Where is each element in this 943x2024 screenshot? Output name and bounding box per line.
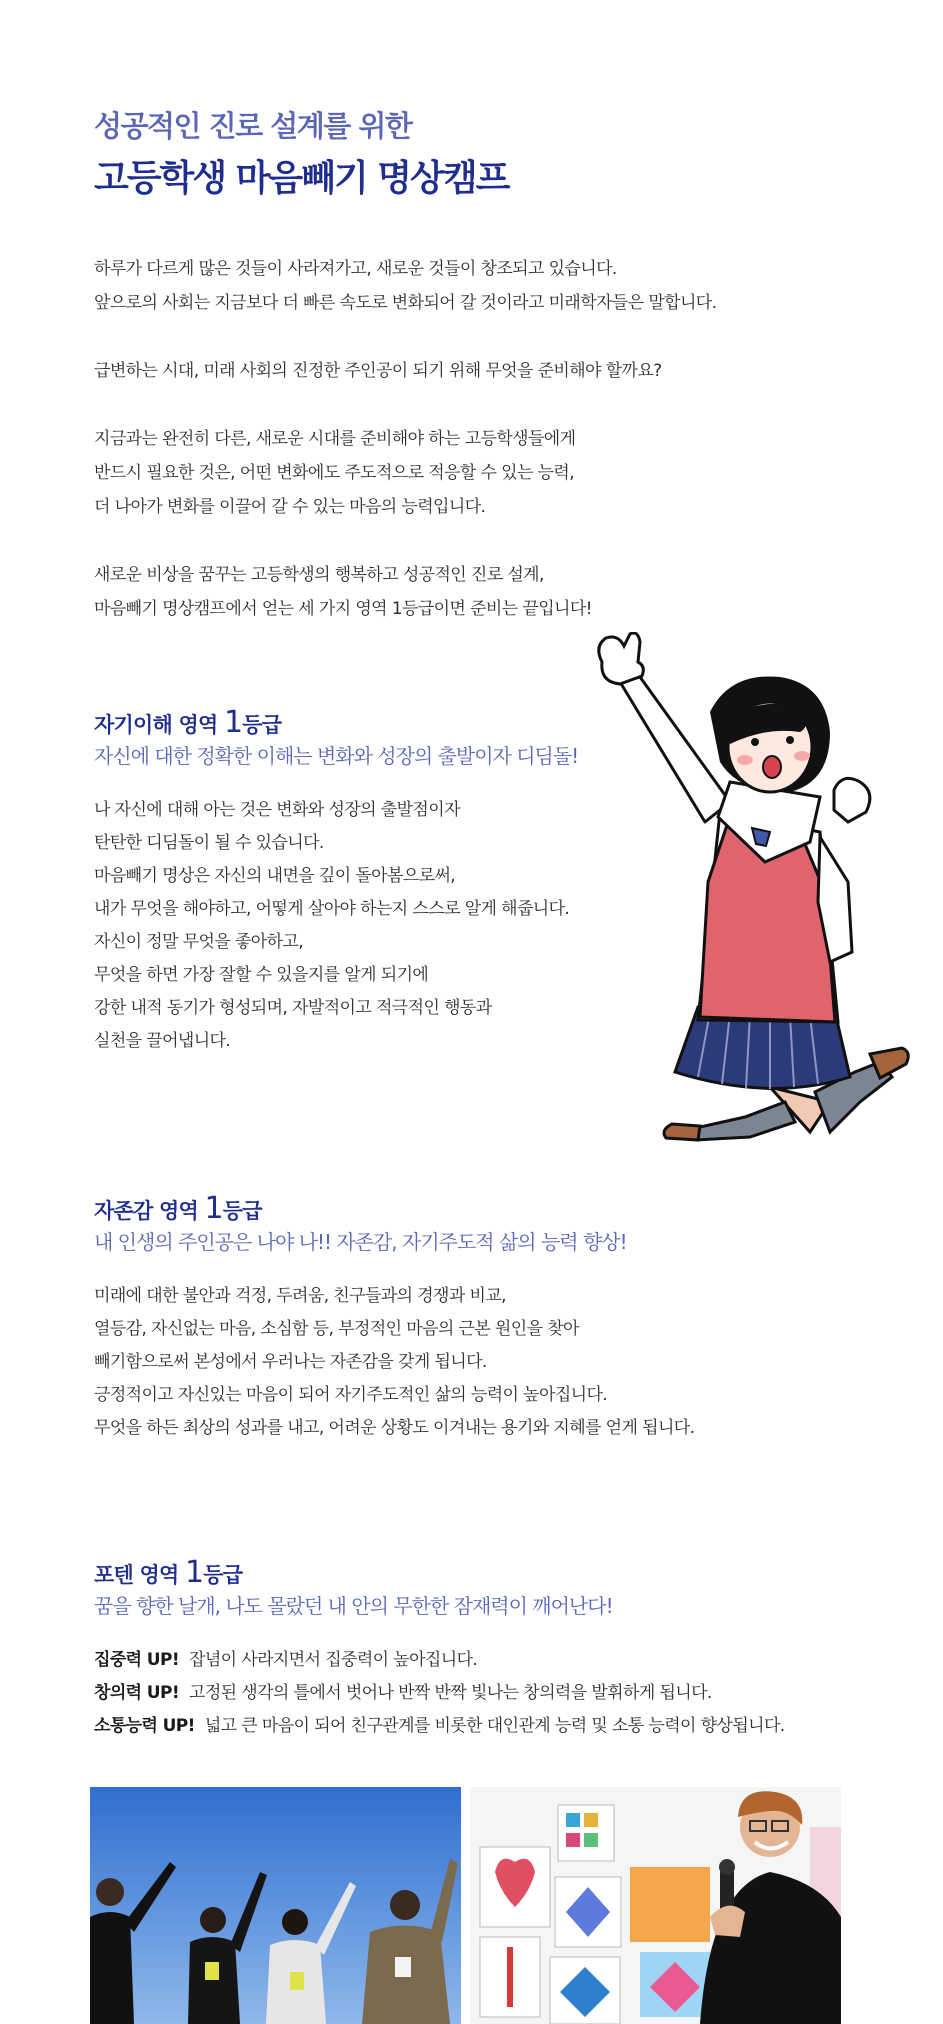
section-slogan: 내 인생의 주인공은 나야 나!! 자존감, 자기주도적 삶의 능력 향상! — [94, 1230, 627, 1254]
body-line: 빼기함으로써 본성에서 우러나는 자존감을 갖게 됩니다. — [94, 1352, 487, 1372]
potential-item — [94, 1644, 785, 1677]
intro-paragraph-3 — [94, 422, 814, 524]
hero-title: 고등학생 마음빼기 명상캠프 — [94, 158, 509, 199]
grade-number: 1 — [204, 1191, 223, 1226]
body-line: 탄탄한 디딤돌이 될 수 있습니다. — [94, 833, 324, 853]
section-body — [94, 794, 578, 1058]
body-line: 열등감, 자신없는 마음, 소심함 등, 부정적인 마음의 근본 원인을 찾아 — [94, 1319, 579, 1339]
intro-line: 더 나아가 변화를 이끌어 갈 수 있는 마음의 능력입니다. — [94, 497, 486, 517]
section-title — [94, 1556, 785, 1592]
grade-suffix: 등급 — [203, 1563, 243, 1587]
item-label: 소통능력 UP! — [94, 1716, 195, 1736]
speaker-photo — [470, 1787, 841, 2024]
section-title — [94, 706, 578, 742]
potential-item — [94, 1677, 785, 1710]
section-body — [94, 1280, 694, 1445]
item-label: 창의력 UP! — [94, 1683, 180, 1703]
jumping-girl-illustration — [580, 632, 910, 1222]
section-title — [94, 1192, 694, 1228]
intro-paragraph-1 — [94, 252, 814, 320]
body-line: 무엇을 하든 최상의 성과를 내고, 어려운 상황도 이겨내는 용기와 지혜를 얻게 됩니다. — [94, 1418, 695, 1438]
grade-suffix: 등급 — [222, 1199, 262, 1223]
body-line: 실천을 끌어냅니다. — [94, 1031, 231, 1051]
body-line: 자신이 정말 무엇을 좋아하고, — [94, 932, 304, 952]
grade-number: 1 — [223, 705, 243, 740]
section-self-esteem — [94, 1192, 694, 1445]
section-slogan: 자신에 대한 정확한 이해는 변화와 성장의 출발이자 디딤돌! — [94, 744, 579, 768]
intro-line: 마음빼기 명상캠프에서 얻는 세 가지 영역 1등급이면 준비는 끝입니다! — [94, 599, 592, 619]
section-title-text: 자기이해 영역 — [94, 713, 218, 737]
body-line: 긍정적이고 자신있는 마음이 되어 자기주도적인 삶의 능력이 높아집니다. — [94, 1385, 608, 1405]
intro-line: 하루가 다르게 많은 것들이 사라져가고, 새로운 것들이 창조되고 있습니다. — [94, 259, 617, 279]
intro-line: 급변하는 시대, 미래 사회의 진정한 주인공이 되기 위해 무엇을 준비해야 할까요? — [94, 361, 662, 381]
intro-paragraph-2 — [94, 354, 814, 388]
intro-line: 앞으로의 사회는 지금보다 더 빠른 속도로 변화되어 갈 것이라고 미래학자들은 말합니다. — [94, 293, 717, 313]
body-line: 나 자신에 대해 아는 것은 변화와 성장의 출발점이자 — [94, 800, 460, 820]
body-line: 미래에 대한 불안과 걱정, 두려움, 친구들과의 경쟁과 비교, — [94, 1286, 506, 1306]
hero-subtitle: 성공적인 진로 설계를 위한 — [94, 109, 412, 143]
section-title-text: 포텐 영역 — [94, 1563, 179, 1587]
item-text: 넓고 큰 마음이 되어 친구관계를 비롯한 대인관계 능력 및 소통 능력이 향상됩니다. — [204, 1716, 785, 1736]
intro-text — [94, 252, 814, 660]
item-label: 집중력 UP! — [94, 1650, 180, 1670]
intro-line: 반드시 필요한 것은, 어떤 변화에도 주도적으로 적응할 수 있는 능력, — [94, 463, 575, 483]
intro-paragraph-4 — [94, 558, 814, 626]
section-potential — [94, 1556, 785, 1743]
section-self-understanding — [94, 706, 578, 1058]
grade-number: 1 — [184, 1555, 204, 1590]
body-line: 내가 무엇을 해야하고, 어떻게 살아야 하는지 스스로 알게 해줍니다. — [94, 899, 570, 919]
section-slogan: 꿈을 향한 날개, 나도 몰랐던 내 안의 무한한 잠재력이 깨어난다! — [94, 1594, 613, 1618]
intro-line: 새로운 비상을 꿈꾸는 고등학생의 행복하고 성공적인 진로 설계, — [94, 565, 544, 585]
item-text: 고정된 생각의 틀에서 벗어나 반짝 반짝 빛나는 창의력을 발휘하게 됩니다. — [189, 1683, 712, 1703]
section-title-text: 자존감 영역 — [94, 1199, 198, 1223]
body-line: 마음빼기 명상은 자신의 내면을 깊이 돌아봄으로써, — [94, 866, 456, 886]
body-line: 무엇을 하면 가장 잘할 수 있을지를 알게 되기에 — [94, 965, 429, 985]
grade-suffix: 등급 — [242, 713, 282, 737]
section-body — [94, 1644, 785, 1743]
potential-item — [94, 1710, 785, 1743]
body-line: 강한 내적 동기가 형성되며, 자발적이고 적극적인 행동과 — [94, 998, 492, 1018]
students-photo — [90, 1787, 461, 2024]
intro-line: 지금과는 완전히 다른, 새로운 시대를 준비해야 하는 고등학생들에게 — [94, 429, 576, 449]
item-text: 잡념이 사라지면서 집중력이 높아집니다. — [189, 1650, 478, 1670]
